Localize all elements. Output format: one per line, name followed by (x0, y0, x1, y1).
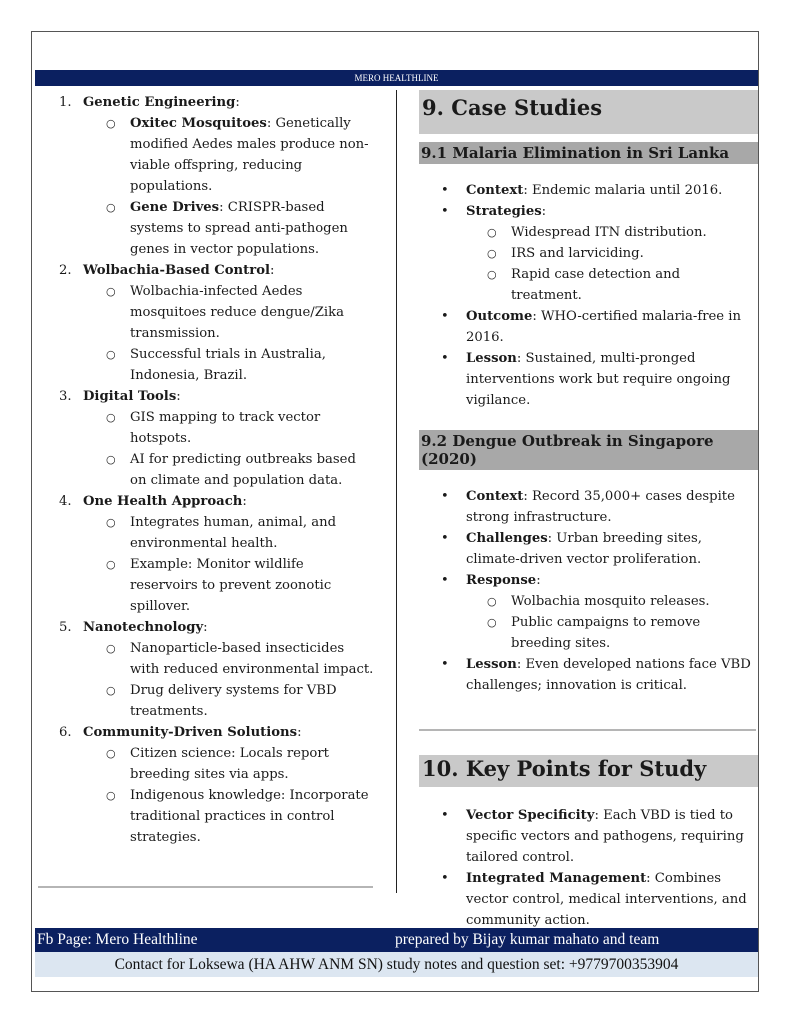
sub-list-item (83, 785, 378, 848)
bullet-text: : (541, 204, 547, 219)
circle-bullet-icon: ○ (487, 595, 497, 608)
item-number: 4. (59, 494, 72, 509)
sub-list-item (83, 344, 378, 386)
case-study-1-heading: 9.1 Malaria Elimination in Sri Lanka (419, 142, 758, 164)
sub-item-text: IRS and larviciding. (511, 246, 644, 261)
case-study-2-list (419, 486, 758, 696)
bullet-text: : (536, 573, 541, 588)
sub-list-item (83, 197, 378, 260)
left-end-rule (38, 886, 373, 888)
bullet-title: Vector Specificity (466, 808, 595, 823)
bullet-icon: • (441, 204, 449, 219)
sub-list-item (464, 264, 754, 306)
list-item: 1. Genetic Engineering: ○ Oxitec Mosquitoes: Genetically modified Aedes males produce non-viable offspring, reducing populations. ○ Gene Drives: CRISPR-based systems to spread anti-pathogen genes in vector populations. (38, 92, 378, 260)
header-bar: MERO HEALTHLINE (35, 70, 758, 86)
sub-list (464, 591, 754, 654)
sub-item-text: Drug delivery systems for VBD treatments. (130, 683, 337, 719)
bullet-text: : Even developed nations face VBD challenges; innovation is critical. (466, 657, 751, 693)
list-item: 5. Nanotechnology: ○ Nanoparticle-based insecticides with reduced environmental impact. ○ Drug delivery systems for VBD treatments. (38, 617, 378, 722)
bullet-title: Lesson (466, 657, 517, 672)
bullet-text: : Sustained, multi-pronged interventions work but require ongoing vigilance. (466, 351, 731, 408)
sub-list (83, 407, 378, 491)
bullet-item (419, 805, 758, 868)
bullet-item (419, 348, 758, 411)
sub-list-item (83, 512, 378, 554)
circle-bullet-icon: ○ (106, 642, 116, 655)
circle-bullet-icon: ○ (106, 684, 116, 697)
list-item: 4. One Health Approach: ○ Integrates human, animal, and environmental health. ○ Example: Monitor wildlife reservoirs to prevent zoonotic spillover. (38, 491, 378, 617)
bullet-item (419, 528, 758, 570)
circle-bullet-icon: ○ (106, 201, 116, 214)
list-item: 3. Digital Tools: ○ GIS mapping to track vector hotspots. ○ AI for predicting outbreaks based on climate and population data. (38, 386, 378, 491)
sub-list-item (464, 591, 754, 612)
item-title: Community-Driven Solutions (83, 725, 298, 740)
sub-list (83, 113, 378, 260)
sub-item-text: Public campaigns to remove breeding sites. (511, 615, 701, 651)
sub-item-title: Oxitec Mosquitoes (130, 116, 267, 131)
left-column (38, 92, 378, 888)
sub-list-item (83, 113, 378, 197)
sub-list-item (83, 743, 378, 785)
sub-item-text: Widespread ITN distribution. (511, 225, 707, 240)
sub-item-text: AI for predicting outbreaks based on climate and population data. (130, 452, 356, 488)
bullet-text: : WHO-certified malaria-free in 2016. (466, 309, 742, 345)
sub-item-text: Citizen science: Locals report breeding sites via apps. (130, 746, 329, 782)
sub-item-text: GIS mapping to track vector hotspots. (130, 410, 321, 446)
bullet-text: : Urban breeding sites, climate-driven vector proliferation. (466, 531, 702, 567)
case-study-1-list (419, 180, 758, 411)
sub-item-text: Indigenous knowledge: Incorporate traditional practices in control strategies. (130, 788, 369, 845)
bullet-icon: • (441, 351, 449, 366)
sub-list-item (83, 554, 378, 617)
section-9-heading: 9. Case Studies (419, 90, 758, 134)
innovations-list (38, 92, 378, 848)
sub-list (83, 281, 378, 386)
item-title: Nanotechnology (83, 620, 204, 635)
right-column (419, 90, 758, 931)
circle-bullet-icon: ○ (106, 117, 116, 130)
circle-bullet-icon: ○ (106, 558, 116, 571)
sub-item-text: Successful trials in Australia, Indonesia, Brazil. (130, 347, 326, 383)
item-number: 1. (59, 95, 72, 110)
bullet-title: Context (466, 489, 524, 504)
item-title: Digital Tools (83, 389, 177, 404)
bullet-title: Challenges (466, 531, 548, 546)
sub-list-item (464, 222, 754, 243)
sub-item-title: Gene Drives (130, 200, 220, 215)
bullet-item (419, 654, 758, 696)
circle-bullet-icon: ○ (487, 268, 497, 281)
sub-item-text: Wolbachia mosquito releases. (511, 594, 710, 609)
key-points-list (419, 805, 758, 931)
list-item: 6. Community-Driven Solutions: ○ Citizen science: Locals report breeding sites via apps. ○ Indigenous knowledge: Incorporate traditional practices in control strategies. (38, 722, 378, 848)
item-title: Wolbachia-Based Control (83, 263, 270, 278)
item-number: 6. (59, 725, 72, 740)
item-title: One Health Approach (83, 494, 243, 509)
sub-list-item (83, 449, 378, 491)
sub-list (83, 512, 378, 617)
circle-bullet-icon: ○ (487, 247, 497, 260)
circle-bullet-icon: ○ (106, 453, 116, 466)
contact-bar: Contact for Loksewa (HA AHW ANM SN) study notes and question set: +9779700353904 (35, 952, 758, 977)
bullet-icon: • (441, 573, 449, 588)
sub-list (83, 638, 378, 722)
sub-list (83, 743, 378, 848)
bullet-text: : Combines vector control, medical interventions, and community action. (466, 871, 747, 928)
case-study-2-heading: 9.2 Dengue Outbreak in Singapore (2020) (419, 430, 758, 470)
bullet-icon: • (441, 531, 449, 546)
circle-bullet-icon: ○ (487, 616, 497, 629)
bullet-title: Response (466, 573, 537, 588)
bullet-icon: • (441, 309, 449, 324)
bullet-item (419, 868, 758, 931)
sub-list (464, 222, 754, 306)
sub-item-text: Rapid case detection and treatment. (511, 267, 681, 303)
circle-bullet-icon: ○ (106, 411, 116, 424)
sub-list-item (83, 680, 378, 722)
section-divider-rule (419, 729, 756, 731)
section-10-heading: 10. Key Points for Study (419, 755, 758, 787)
bullet-item (419, 201, 758, 306)
sub-item-text: Wolbachia-infected Aedes mosquitoes reduce dengue/Zika transmission. (130, 284, 344, 341)
bullet-title: Strategies (466, 204, 542, 219)
sub-list-item (464, 243, 754, 264)
circle-bullet-icon: ○ (106, 747, 116, 760)
bullet-icon: • (441, 657, 449, 672)
sub-item-text: Example: Monitor wildlife reservoirs to prevent zoonotic spillover. (130, 557, 332, 614)
bullet-icon: • (441, 489, 449, 504)
sub-item-text: Nanoparticle-based insecticides with reduced environmental impact. (130, 641, 374, 677)
bullet-text: : Each VBD is tied to specific vectors and pathogens, requiring tailored control. (466, 808, 744, 865)
sub-list-item (83, 407, 378, 449)
prepared-by-text: prepared by Bijay kumar mahato and team (395, 931, 660, 948)
circle-bullet-icon: ○ (106, 285, 116, 298)
list-item: 2. Wolbachia-Based Control: ○ Wolbachia-infected Aedes mosquitoes reduce dengue/Zika transmission. ○ Successful trials in Australia, Indonesia, Brazil. (38, 260, 378, 386)
bullet-title: Context (466, 183, 524, 198)
sub-item-text: : Genetically modified Aedes males produce non-viable offspring, reducing populations. (130, 116, 369, 194)
bullet-icon: • (441, 871, 449, 886)
circle-bullet-icon: ○ (487, 226, 497, 239)
bullet-item (419, 486, 758, 528)
bullet-title: Outcome (466, 309, 533, 324)
bullet-icon: • (441, 183, 449, 198)
footer-bar (35, 928, 758, 952)
bullet-item (419, 180, 758, 201)
item-number: 5. (59, 620, 72, 635)
item-number: 3. (59, 389, 72, 404)
bullet-item (419, 570, 758, 654)
sub-list-item (464, 612, 754, 654)
bullet-title: Integrated Management (466, 871, 647, 886)
item-number: 2. (59, 263, 72, 278)
sub-item-text: Integrates human, animal, and environmental health. (130, 515, 337, 551)
bullet-title: Lesson (466, 351, 517, 366)
sub-list-item (83, 638, 378, 680)
column-divider (396, 90, 397, 893)
circle-bullet-icon: ○ (106, 516, 116, 529)
sub-item-text: : CRISPR-based systems to spread anti-pathogen genes in vector populations. (130, 200, 348, 257)
bullet-icon: • (441, 808, 449, 823)
bullet-text: : Endemic malaria until 2016. (523, 183, 723, 198)
sub-list-item (83, 281, 378, 344)
bullet-item (419, 306, 758, 348)
item-title: Genetic Engineering (83, 95, 236, 110)
fb-page-text: Fb Page: Mero Healthline (37, 931, 198, 948)
circle-bullet-icon: ○ (106, 789, 116, 802)
bullet-text: : Record 35,000+ cases despite strong infrastructure. (466, 489, 735, 525)
circle-bullet-icon: ○ (106, 348, 116, 361)
